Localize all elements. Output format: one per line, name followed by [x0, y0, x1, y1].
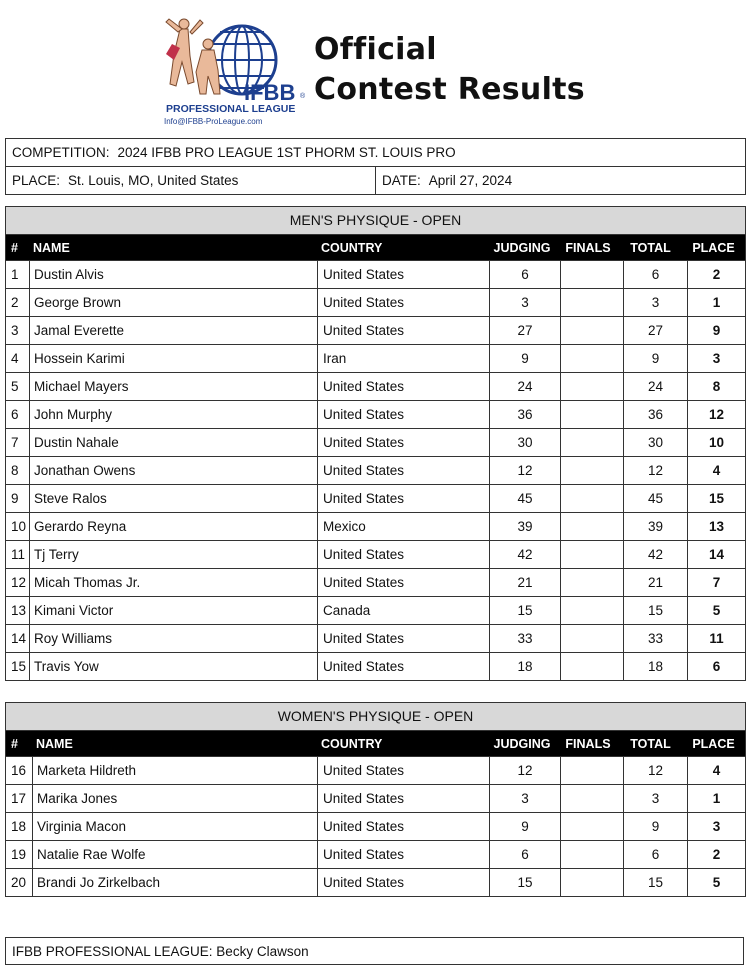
cell-num: 4 [6, 345, 30, 372]
date-label: DATE: [382, 173, 421, 188]
cell-place: 11 [709, 631, 724, 646]
place-cell [6, 167, 376, 194]
competition-label: COMPETITION: [12, 145, 110, 160]
cell-name: Roy Williams [30, 625, 318, 652]
cell-total: 15 [624, 597, 688, 624]
place-label: PLACE: [12, 173, 61, 188]
cell-judging: 15 [490, 869, 561, 896]
womens-table-caption: WOMEN'S PHYSIQUE - OPEN [6, 703, 745, 731]
cell-num: 20 [6, 869, 33, 896]
cell-country: United States [318, 785, 490, 812]
cell-total: 6 [624, 841, 688, 868]
date-cell [376, 167, 518, 194]
cell-name: Jonathan Owens [30, 457, 318, 484]
cell-place: 7 [712, 575, 721, 590]
cell-finals [561, 317, 624, 344]
cell-place: 3 [712, 819, 721, 834]
cell-name: Marika Jones [33, 785, 318, 812]
cell-name: Brandi Jo Zirkelbach [33, 869, 318, 896]
cell-judging: 12 [490, 757, 561, 784]
cell-country: United States [318, 653, 490, 680]
cell-name: Steve Ralos [30, 485, 318, 512]
cell-judging: 6 [490, 261, 561, 288]
cell-name: Virginia Macon [33, 813, 318, 840]
cell-name: John Murphy [30, 401, 318, 428]
cell-finals [561, 785, 624, 812]
col-total-header: TOTAL [630, 240, 671, 255]
cell-country: United States [318, 457, 490, 484]
cell-country: United States [318, 541, 490, 568]
cell-place: 1 [712, 791, 721, 806]
cell-place: 8 [712, 379, 721, 394]
table-row [6, 812, 745, 840]
cell-country: Iran [318, 345, 490, 372]
cell-judging: 45 [490, 485, 561, 512]
cell-country: United States [318, 813, 490, 840]
col-num-header: # [11, 736, 18, 751]
cell-judging: 33 [490, 625, 561, 652]
col-name-header: NAME [36, 736, 73, 751]
cell-judging: 15 [490, 597, 561, 624]
cell-total: 39 [624, 513, 688, 540]
cell-num: 1 [6, 261, 30, 288]
cell-num: 16 [6, 757, 33, 784]
cell-judging: 42 [490, 541, 561, 568]
table-row [6, 784, 745, 812]
cell-finals [561, 625, 624, 652]
table-row [6, 456, 745, 484]
table-row [6, 652, 745, 680]
page-title [314, 30, 585, 110]
svg-text:IFBB: IFBB [244, 80, 296, 105]
cell-total: 18 [624, 653, 688, 680]
cell-name: Natalie Rae Wolfe [33, 841, 318, 868]
cell-judging: 3 [490, 785, 561, 812]
col-total-header: TOTAL [630, 736, 671, 751]
cell-finals [561, 289, 624, 316]
mens-table-body [6, 260, 745, 680]
competition-info [5, 138, 746, 195]
cell-total: 12 [624, 457, 688, 484]
table-row [6, 344, 745, 372]
cell-judging: 30 [490, 429, 561, 456]
cell-place: 2 [712, 847, 721, 862]
mens-header-row [6, 235, 745, 260]
cell-judging: 12 [490, 457, 561, 484]
col-place-header: PLACE [692, 240, 735, 255]
cell-num: 9 [6, 485, 30, 512]
col-country-header: COUNTRY [321, 736, 383, 751]
ifbb-globe-logo-graphic [160, 14, 308, 126]
cell-country: United States [318, 373, 490, 400]
cell-finals [561, 429, 624, 456]
svg-text:Info@IFBB-ProLeague.com: Info@IFBB-ProLeague.com [164, 117, 263, 126]
mens-physique-table [5, 206, 746, 681]
cell-judging: 39 [490, 513, 561, 540]
cell-num: 17 [6, 785, 33, 812]
cell-country: United States [318, 757, 490, 784]
cell-finals [561, 457, 624, 484]
cell-total: 6 [624, 261, 688, 288]
cell-finals [561, 653, 624, 680]
cell-name: Dustin Nahale [30, 429, 318, 456]
cell-finals [561, 757, 624, 784]
cell-place: 5 [712, 603, 721, 618]
table-row [6, 840, 745, 868]
cell-judging: 24 [490, 373, 561, 400]
cell-country: United States [318, 869, 490, 896]
cell-finals [561, 869, 624, 896]
table-row [6, 512, 745, 540]
cell-total: 3 [624, 289, 688, 316]
cell-place: 10 [708, 435, 725, 450]
cell-judging: 27 [490, 317, 561, 344]
competition-value: 2024 IFBB PRO LEAGUE 1ST PHORM ST. LOUIS PRO [117, 145, 456, 160]
date-value: April 27, 2024 [428, 173, 513, 188]
cell-country: United States [318, 401, 490, 428]
cell-country: United States [318, 569, 490, 596]
table-row [6, 756, 745, 784]
cell-judging: 9 [490, 345, 561, 372]
cell-place: 4 [712, 763, 721, 778]
cell-country: United States [318, 317, 490, 344]
cell-finals [561, 569, 624, 596]
cell-place: 9 [712, 323, 721, 338]
cell-name: Kimani Victor [30, 597, 318, 624]
cell-place: 6 [712, 659, 721, 674]
cell-num: 12 [6, 569, 30, 596]
cell-finals [561, 513, 624, 540]
cell-place: 2 [712, 267, 721, 282]
table-row [6, 596, 745, 624]
table-row [6, 372, 745, 400]
cell-num: 3 [6, 317, 30, 344]
cell-country: Mexico [318, 513, 490, 540]
womens-physique-table [5, 702, 746, 897]
cell-num: 8 [6, 457, 30, 484]
cell-finals [561, 813, 624, 840]
cell-total: 24 [624, 373, 688, 400]
cell-total: 36 [624, 401, 688, 428]
table-row [6, 624, 745, 652]
competition-row [6, 139, 745, 167]
cell-country: United States [318, 429, 490, 456]
cell-judging: 18 [490, 653, 561, 680]
table-row [6, 428, 745, 456]
table-row [6, 568, 745, 596]
table-row [6, 288, 745, 316]
col-finals-header: FINALS [565, 240, 611, 255]
cell-judging: 21 [490, 569, 561, 596]
cell-judging: 3 [490, 289, 561, 316]
col-judging-header: JUDGING [493, 240, 551, 255]
col-name-header: NAME [33, 240, 70, 255]
table-row [6, 400, 745, 428]
cell-num: 14 [6, 625, 30, 652]
cell-total: 33 [624, 625, 688, 652]
table-row [6, 260, 745, 288]
col-finals-header: FINALS [565, 736, 611, 751]
title-line-2: Contest Results [314, 72, 585, 107]
cell-num: 13 [6, 597, 30, 624]
cell-finals [561, 541, 624, 568]
cell-place: 4 [712, 463, 721, 478]
cell-total: 9 [624, 813, 688, 840]
cell-place: 14 [708, 547, 725, 562]
cell-total: 12 [624, 757, 688, 784]
cell-finals [561, 373, 624, 400]
svg-text:®: ® [300, 93, 306, 100]
cell-place: 13 [708, 519, 725, 534]
cell-total: 21 [624, 569, 688, 596]
cell-country: United States [318, 485, 490, 512]
competition-cell [6, 139, 462, 166]
cell-name: Gerardo Reyna [30, 513, 318, 540]
place-date-row [6, 167, 745, 194]
cell-num: 18 [6, 813, 33, 840]
cell-name: Tj Terry [30, 541, 318, 568]
cell-country: Canada [318, 597, 490, 624]
cell-total: 15 [624, 869, 688, 896]
cell-num: 19 [6, 841, 33, 868]
cell-num: 2 [6, 289, 30, 316]
cell-name: Michael Mayers [30, 373, 318, 400]
cell-judging: 9 [490, 813, 561, 840]
cell-total: 3 [624, 785, 688, 812]
table-row [6, 868, 745, 896]
col-country-header: COUNTRY [321, 240, 383, 255]
cell-total: 30 [624, 429, 688, 456]
cell-country: United States [318, 261, 490, 288]
cell-place: 15 [708, 491, 725, 506]
cell-num: 6 [6, 401, 30, 428]
cell-num: 10 [6, 513, 30, 540]
place-value: St. Louis, MO, United States [68, 173, 239, 188]
cell-total: 45 [624, 485, 688, 512]
womens-header-row [6, 731, 745, 756]
cell-finals [561, 597, 624, 624]
mens-table-caption: MEN'S PHYSIQUE - OPEN [6, 207, 745, 235]
cell-name: Hossein Karimi [30, 345, 318, 372]
svg-text:PROFESSIONAL LEAGUE: PROFESSIONAL LEAGUE [166, 103, 296, 115]
col-judging-header: JUDGING [493, 736, 551, 751]
cell-total: 27 [624, 317, 688, 344]
cell-finals [561, 261, 624, 288]
table-row [6, 540, 745, 568]
cell-finals [561, 345, 624, 372]
cell-name: Travis Yow [30, 653, 318, 680]
ifbb-logo [160, 14, 308, 126]
cell-country: United States [318, 841, 490, 868]
cell-num: 5 [6, 373, 30, 400]
cell-finals [561, 401, 624, 428]
cell-total: 42 [624, 541, 688, 568]
womens-table-body [6, 756, 745, 896]
cell-name: Jamal Everette [30, 317, 318, 344]
cell-place: 1 [712, 295, 721, 310]
cell-num: 7 [6, 429, 30, 456]
cell-place: 3 [712, 351, 721, 366]
cell-name: Marketa Hildreth [33, 757, 318, 784]
cell-finals [561, 485, 624, 512]
table-row [6, 484, 745, 512]
footer-official: IFBB PROFESSIONAL LEAGUE: Becky Clawson [5, 937, 744, 965]
cell-place: 5 [712, 875, 721, 890]
cell-finals [561, 841, 624, 868]
col-place-header: PLACE [692, 736, 735, 751]
table-row [6, 316, 745, 344]
cell-place: 12 [708, 407, 725, 422]
cell-num: 15 [6, 653, 30, 680]
cell-total: 9 [624, 345, 688, 372]
cell-judging: 6 [490, 841, 561, 868]
cell-name: Micah Thomas Jr. [30, 569, 318, 596]
cell-judging: 36 [490, 401, 561, 428]
title-line-1: Official [314, 32, 437, 67]
col-num-header: # [11, 240, 18, 255]
cell-name: Dustin Alvis [30, 261, 318, 288]
cell-num: 11 [6, 541, 30, 568]
cell-country: United States [318, 289, 490, 316]
cell-name: George Brown [30, 289, 318, 316]
cell-country: United States [318, 625, 490, 652]
